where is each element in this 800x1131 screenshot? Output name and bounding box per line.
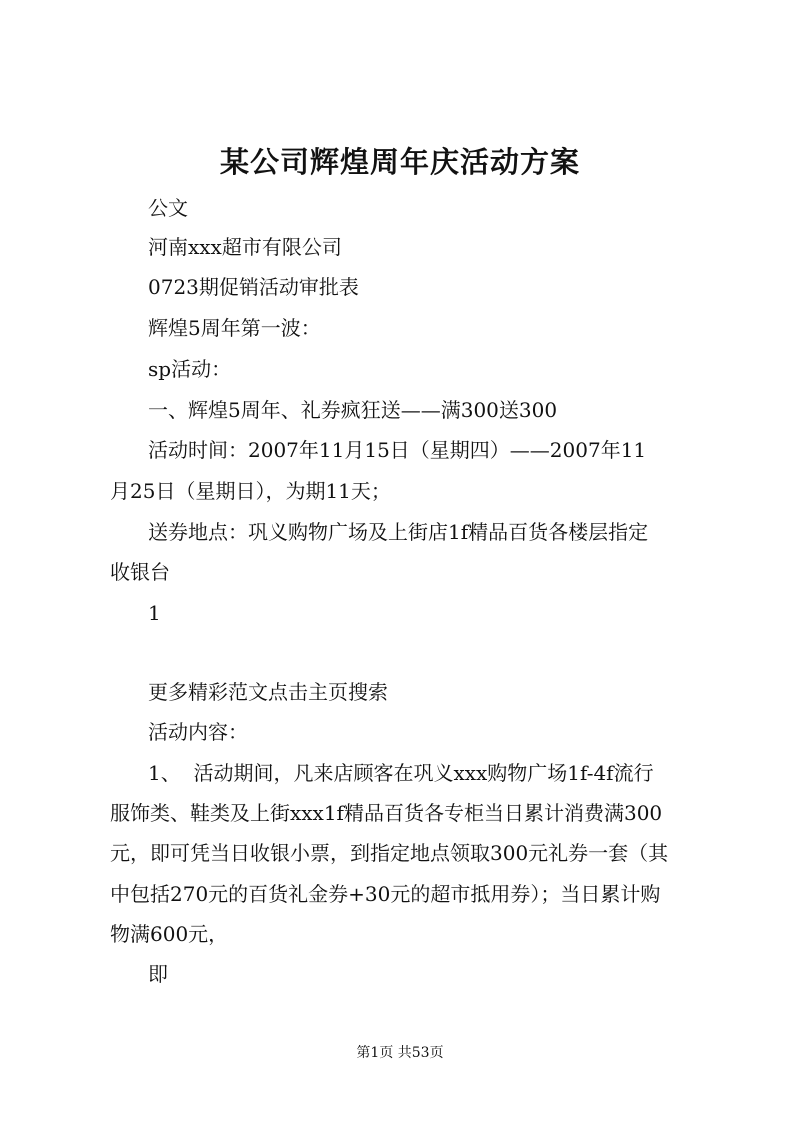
text-line-content-4: 中包括270元的百货礼金券+30元的超市抵用券）；当日累计购 <box>110 882 661 906</box>
text-line-number: 1 <box>148 601 161 625</box>
text-line-content-6: 即 <box>148 962 168 986</box>
text-line-content-5: 物满600元， <box>110 922 229 946</box>
text-line-activity-content: 活动内容： <box>148 720 248 744</box>
text-line-location-cont: 收银台 <box>110 560 170 584</box>
text-line-approval-form: 0723期促销活动审批表 <box>148 275 359 299</box>
text-line-content-2: 服饰类、鞋类及上街xxx1f精品百货各专柜当日累计消费满300 <box>110 801 663 825</box>
page-footer: 第1页 共53页 <box>356 1045 444 1061</box>
text-line-section-one: 一、辉煌5周年、礼券疯狂送——满300送300 <box>148 398 558 422</box>
text-line-more-link: 更多精彩范文点击主页搜索 <box>148 680 388 704</box>
document-title: 某公司辉煌周年庆活动方案 <box>219 145 580 179</box>
text-line-content-1: 1、 活动期间，凡来店顾客在巩义xxx购物广场1f-4f流行 <box>148 761 654 785</box>
text-line-content-3: 元，即可凭当日收银小票，到指定地点领取300元礼券一套（其 <box>110 841 669 865</box>
text-line-activity-time-cont: 月25日（星期日），为期11天； <box>110 479 391 503</box>
text-line-location: 送券地点：巩义购物广场及上街店1f精品百货各楼层指定 <box>148 520 649 544</box>
text-line-company: 河南xxx超市有限公司 <box>148 235 342 259</box>
text-line-doc-type: 公文 <box>148 196 188 220</box>
text-line-first-wave: 辉煌5周年第一波： <box>148 316 321 340</box>
text-line-sp-activity: sp活动： <box>148 357 232 381</box>
text-line-activity-time: 活动时间：2007年11月15日（星期四）——2007年11 <box>148 438 647 462</box>
